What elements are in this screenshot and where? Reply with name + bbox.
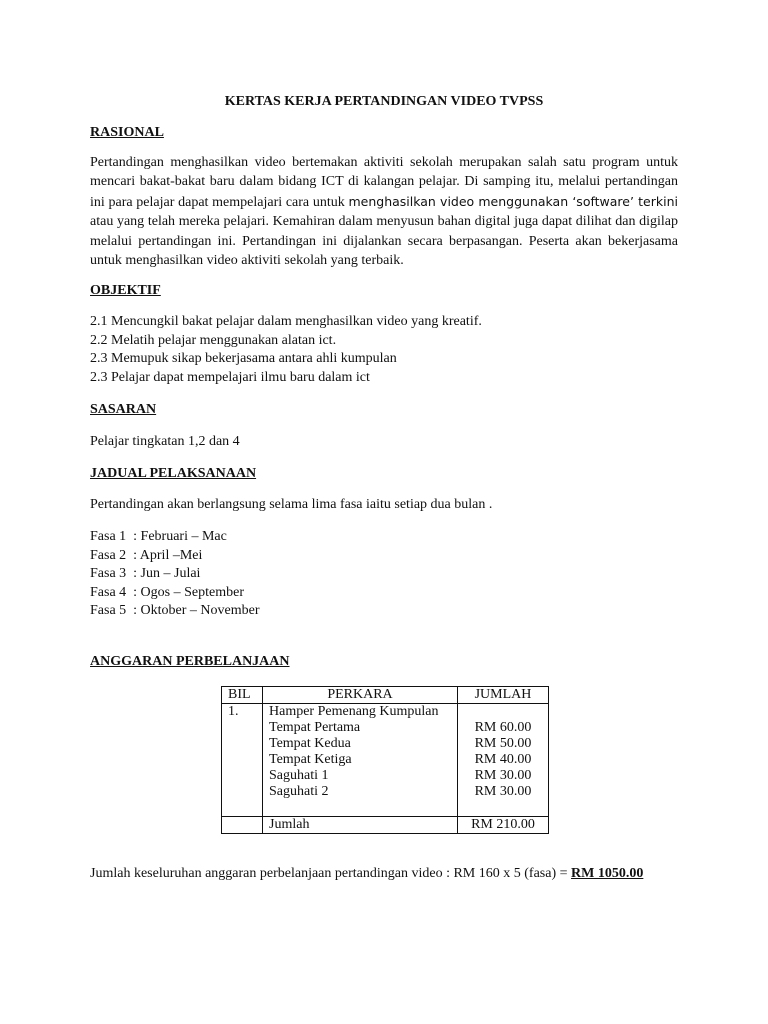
header-jumlah: JUMLAH xyxy=(458,687,549,704)
document-title: KERTAS KERJA PERTANDINGAN VIDEO TVPSS xyxy=(224,94,544,109)
rasional-text-1: Pertandingan menghasilkan video bertemakan aktiviti sekolah merupakan salah satu program untuk mencari bakat-bakat baru dalam bidang ICT di kalangan pelajar. Di samping itu, melalui pertandingan ini para pelajar dapat mempelajari cara untuk xyxy=(90,155,678,210)
objektif-item: 2.3 Pelajar dapat mempelajari ilmu baru dalam ict xyxy=(90,369,370,385)
heading-anggaran: ANGGARAN PERBELANJAAN xyxy=(90,654,290,669)
item-perkara: Tempat Kedua xyxy=(269,736,351,751)
cell-perkara xyxy=(263,704,458,817)
table-row xyxy=(222,704,549,817)
item-jumlah: RM 60.00 xyxy=(474,720,532,735)
header-perkara: PERKARA xyxy=(263,687,458,704)
cell-jumlah xyxy=(458,704,549,817)
rasional-paragraph xyxy=(90,153,678,270)
summary-value: RM 1050.00 xyxy=(571,866,644,881)
total-label: Jumlah xyxy=(263,817,458,834)
table-header-row xyxy=(222,687,549,704)
fasa-list xyxy=(90,528,260,621)
objektif-list xyxy=(90,313,482,387)
item-jumlah: RM 30.00 xyxy=(474,768,532,783)
item-perkara: Saguhati 1 xyxy=(269,768,329,783)
item-perkara: Saguhati 2 xyxy=(269,784,329,799)
objektif-item: 2.3 Memupuk sikap bekerjasama antara ahli kumpulan xyxy=(90,351,397,367)
item-jumlah: RM 30.00 xyxy=(474,784,532,799)
fasa-item: Fasa 1 : Februari – Mac xyxy=(90,529,227,544)
rasional-text-2: atau yang telah mereka pelajari. Kemahiran dalam menyusun bahan digital juga dapat dilihat dan digilap melalui pertandingan ini. Pertandingan ini dijalankan secara berpasangan. Peserta akan bekerjasama untuk menghasilkan video aktiviti sekolah yang terbaik. xyxy=(90,214,678,269)
table-total-row xyxy=(222,817,549,834)
heading-sasaran: SASARAN xyxy=(90,402,157,417)
heading-rasional: RASIONAL xyxy=(90,125,164,140)
objektif-item: 2.1 Mencungkil bakat pelajar dalam menghasilkan video yang kreatif. xyxy=(90,314,482,329)
jadual-intro: Pertandingan akan berlangsung selama lima fasa iaitu setiap dua bulan . xyxy=(90,497,493,512)
fasa-item: Fasa 5 : Oktober – November xyxy=(90,603,260,619)
summary-text: Jumlah keseluruhan anggaran perbelanjaan pertandingan video : RM 160 x 5 (fasa) = xyxy=(90,866,572,881)
header-bil: BIL xyxy=(222,687,263,704)
item-perkara: Tempat Pertama xyxy=(269,720,361,735)
total-value: RM 210.00 xyxy=(458,817,549,834)
heading-jadual: JADUAL PELAKSANAAN xyxy=(90,466,257,481)
fasa-item: Fasa 2 : April –Mei xyxy=(90,547,203,563)
objektif-item: 2.2 Melatih pelajar menggunakan alatan ict. xyxy=(90,332,337,348)
heading-objektif: OBJEKTIF xyxy=(90,283,161,298)
sasaran-text: Pelajar tingkatan 1,2 dan 4 xyxy=(90,434,240,449)
fasa-item: Fasa 4 : Ogos – September xyxy=(90,584,244,600)
cell-empty xyxy=(222,817,263,834)
summary-line xyxy=(90,866,643,882)
cell-bil: 1. xyxy=(222,704,263,817)
item-perkara: Tempat Ketiga xyxy=(269,752,352,767)
item-jumlah: RM 50.00 xyxy=(474,736,532,751)
budget-table xyxy=(221,686,549,834)
category-label: Hamper Pemenang Kumpulan xyxy=(269,704,439,719)
fasa-item: Fasa 3 : Jun – Julai xyxy=(90,566,201,582)
item-jumlah: RM 40.00 xyxy=(474,752,532,767)
rasional-text-sans: menghasilkan video menggunakan ‘software’ terkini xyxy=(348,193,678,209)
